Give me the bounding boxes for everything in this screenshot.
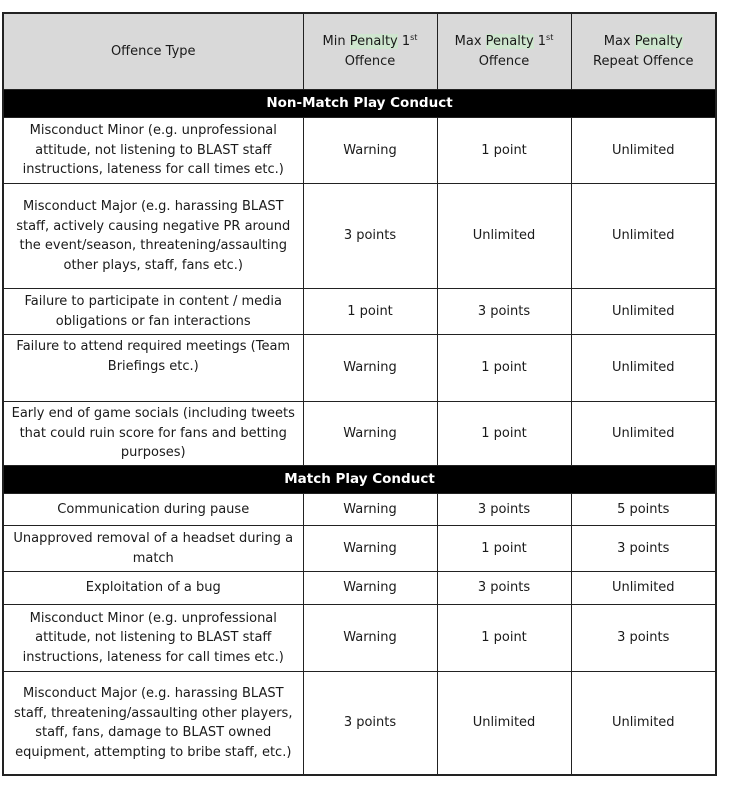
offence-cell: Failure to participate in content / media obligations or fan interactions [3,289,303,335]
offence-cell: Misconduct Major (e.g. harassing BLAST staff, actively causing negative PR around the event/season, threatening/assaulting other plays, staff, fans etc.) [3,184,303,289]
header-repeat-prefix: Max [603,34,635,49]
header-max-penalty-first [437,13,571,90]
offence-cell: Communication during pause [3,494,303,526]
max-repeat-cell: 3 points [571,526,716,572]
offence-cell: Misconduct Minor (e.g. unprofessional attitude, not listening to BLAST staff instructions, lateness for call times etc.) [3,605,303,672]
header-min-penalty-first [303,13,437,90]
header-repeat-suffix: Repeat Offence [593,53,694,69]
header-max-penalty-repeat [571,13,716,90]
table-row [3,526,716,572]
section-row-non-match [3,90,716,118]
header-min-prefix: Min [322,34,350,49]
max-first-cell: 3 points [437,572,571,605]
offence-cell: Unapproved removal of a headset during a match [3,526,303,572]
section-row-match [3,466,716,494]
header-row [3,13,716,90]
min-first-cell: Warning [303,572,437,605]
header-min-num: 1 [397,34,411,49]
table-row [3,335,716,402]
table-row [3,672,716,776]
max-first-cell: 3 points [437,289,571,335]
offence-cell: Failure to attend required meetings (Team Briefings etc.) [3,335,303,402]
header-min-suffix: Offence [344,53,396,69]
table-row [3,184,716,289]
header-max-prefix: Max [454,34,486,49]
max-repeat-cell: Unlimited [571,672,716,776]
max-first-cell: 1 point [437,526,571,572]
max-first-cell: Unlimited [437,672,571,776]
min-first-cell: Warning [303,526,437,572]
max-first-cell: 3 points [437,494,571,526]
max-repeat-cell: Unlimited [571,118,716,184]
header-max-num: 1 [533,34,547,49]
header-offence-type [3,13,303,90]
max-repeat-cell: Unlimited [571,335,716,402]
header-min-highlight: Penalty [349,34,398,49]
max-first-cell: 1 point [437,605,571,672]
header-repeat-highlight: Penalty [634,34,683,49]
header-max-suffix: Offence [478,53,530,69]
min-first-cell: Warning [303,118,437,184]
max-first-cell: 1 point [437,402,571,466]
section-title: Non-Match Play Conduct [3,90,716,118]
min-first-cell: Warning [303,605,437,672]
max-first-cell: 1 point [437,335,571,402]
min-first-cell: Warning [303,494,437,526]
max-repeat-cell: Unlimited [571,402,716,466]
max-first-cell: Unlimited [437,184,571,289]
header-max-sup: st [546,33,554,42]
header-min-sup: st [410,33,418,42]
section-title: Match Play Conduct [3,466,716,494]
offence-cell: Misconduct Minor (e.g. unprofessional attitude, not listening to BLAST staff instructions, lateness for call times etc.) [3,118,303,184]
max-repeat-cell: Unlimited [571,184,716,289]
table-body [3,90,716,776]
max-repeat-cell: 5 points [571,494,716,526]
table-row [3,402,716,466]
max-repeat-cell: 3 points [571,605,716,672]
header-max-highlight: Penalty [485,34,534,49]
min-first-cell: Warning [303,402,437,466]
header-offence-type-label: Offence Type [110,43,196,59]
table-row [3,572,716,605]
table-row [3,605,716,672]
min-first-cell: 3 points [303,184,437,289]
offence-cell: Exploitation of a bug [3,572,303,605]
table-row [3,494,716,526]
max-first-cell: 1 point [437,118,571,184]
offence-cell: Early end of game socials (including tweets that could ruin score for fans and betting purposes) [3,402,303,466]
table-row [3,118,716,184]
max-repeat-cell: Unlimited [571,572,716,605]
max-repeat-cell: Unlimited [571,289,716,335]
min-first-cell: 1 point [303,289,437,335]
table-header [3,13,716,90]
min-first-cell: Warning [303,335,437,402]
offence-cell: Misconduct Major (e.g. harassing BLAST staff, threatening/assaulting other players, staff, fans, damage to BLAST owned equipment, attempting to bribe staff, etc.) [3,672,303,776]
table-row [3,289,716,335]
min-first-cell: 3 points [303,672,437,776]
penalty-table [2,12,717,776]
